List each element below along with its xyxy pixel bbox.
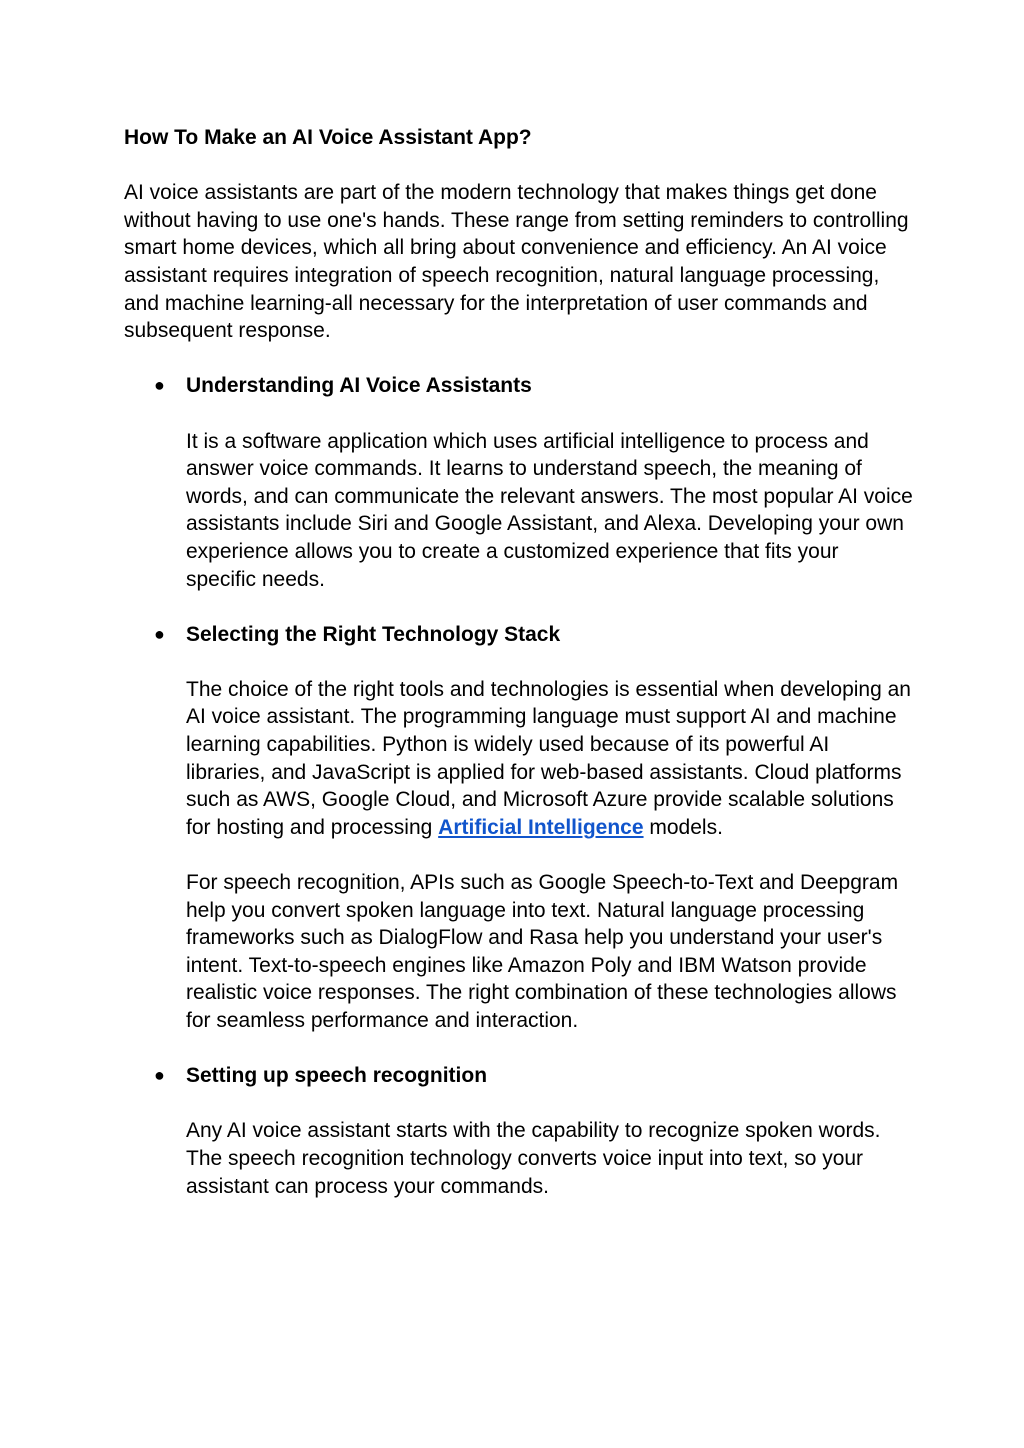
bullet-icon: ● (154, 375, 165, 396)
section-paragraph: Any AI voice assistant starts with the capability to recognize spoken words. The speech recognition technology converts voice input into text, so your assistant can process your commands. (186, 1119, 881, 1198)
section-heading: Understanding AI Voice Assistants (186, 374, 532, 398)
intro-paragraph: AI voice assistants are part of the modern technology that makes things get done without having to use one's hands. These range from setting reminders to controlling smart home devices, which all bring about convenience and efficiency. An AI voice assistant requires integration of speech recognition, natural language processing, and machine learning-all necessary for the interpretation of user commands and subsequent response. (124, 181, 909, 343)
paragraph-text: The choice of the right tools and technologies is essential when developing an AI voice assistant. The programming language must support AI and machine learning capabilities. Python is widely used because of its powerful AI libraries, and JavaScript is applied for web-based assistants. Cloud platforms such as AWS, Google Cloud, and Microsoft Azure provide scalable solutions for hosting and processing (186, 677, 911, 839)
bullet-icon: ● (154, 1065, 165, 1086)
section-understanding (124, 372, 914, 593)
section-paragraph (186, 676, 914, 842)
paragraph-text: models. (643, 815, 723, 839)
document-page (124, 124, 914, 1200)
section-heading: Selecting the Right Technology Stack (186, 622, 561, 646)
document-title: How To Make an AI Voice Assistant App? (124, 126, 532, 149)
artificial-intelligence-link[interactable]: Artificial Intelligence (438, 815, 644, 839)
bullet-icon: ● (154, 623, 165, 644)
section-technology-stack (124, 621, 914, 1035)
section-speech-recognition (124, 1062, 914, 1200)
section-heading: Setting up speech recognition (186, 1064, 488, 1088)
section-paragraph: For speech recognition, APIs such as Google Speech-to-Text and Deepgram help you convert spoken language into text. Natural language processing frameworks such as DialogFlow and Rasa help you understand your user's intent. Text-to-speech engines like Amazon Poly and IBM Watson provide realistic voice responses. The right combination of these technologies allows for seamless performance and interaction. (186, 871, 899, 1032)
section-paragraph: It is a software application which uses artificial intelligence to process and answer voice commands. It learns to understand speech, the meaning of words, and can communicate the relevant answers. The most popular AI voice assistants include Siri and Google Assistant, and Alexa. Developing your own experience allows you to create a customized experience that fits your specific needs. (186, 429, 913, 591)
